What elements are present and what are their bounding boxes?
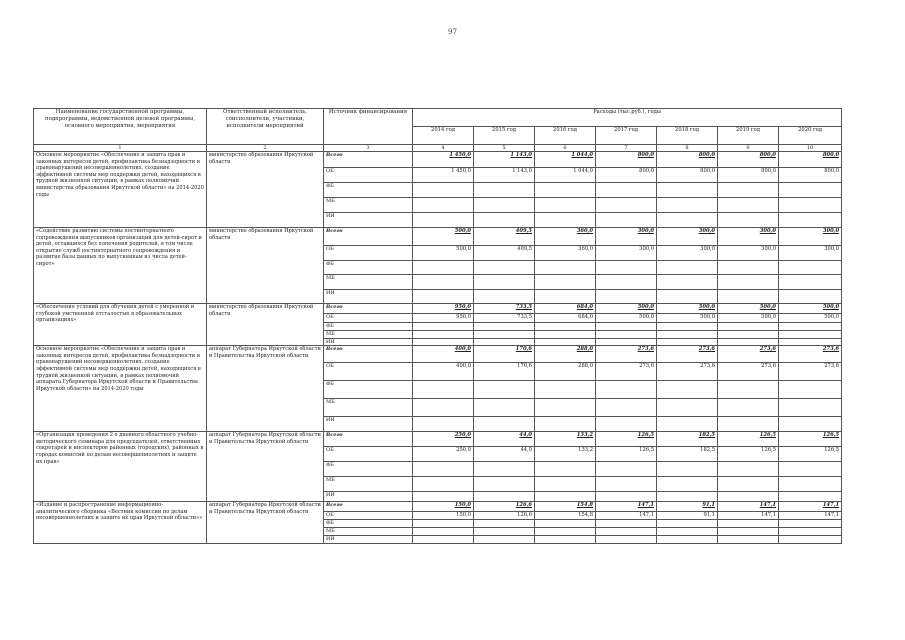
header-year: 2020 год <box>779 127 842 145</box>
expense-value <box>535 275 596 290</box>
funding-source: МБ <box>324 275 413 290</box>
expense-value <box>535 381 596 399</box>
expense-value <box>779 520 842 528</box>
column-number: 3 <box>324 145 413 152</box>
expense-value <box>657 399 718 417</box>
measure-name: Основное мероприятие «Обеспечение и защита прав и законных интересов детей, профилактика безнадзорности и правонарушений несовершеннолетних, создание эффективной системы мер поддержки детей, находящихся в трудной жизненной ситуации, в рамках полномочий аппарата Губернатора Иркутской области и Правительства Иркутской области» на 2014-2020 годы <box>34 346 207 432</box>
funding-source: ИИ <box>324 417 413 432</box>
expense-value: 44,0 <box>474 447 535 462</box>
responsible-executor: министерство образования Иркутской области <box>207 304 324 346</box>
expense-value: 126,5 <box>718 447 779 462</box>
expense-value <box>718 198 779 213</box>
responsible-executor: министерство образования Иркутской области <box>207 152 324 228</box>
funding-source: ФБ <box>324 520 413 528</box>
expense-value <box>474 213 535 228</box>
expense-value <box>657 339 718 346</box>
measure-name: «Издание и распространение информационно-аналитического сборника «Вестник комиссии по делам несовершеннолетних и защите их прав Иркутской области»» <box>34 502 207 544</box>
expense-value <box>779 462 842 477</box>
responsible-executor: аппарат Губернатора Иркутской области и Правительства Иркутской области <box>207 432 324 502</box>
expense-value <box>779 331 842 339</box>
expense-value <box>413 213 474 228</box>
expense-value <box>657 528 718 536</box>
expense-value: 44,0 <box>474 432 535 447</box>
expense-value: 300,0 <box>718 246 779 261</box>
expense-value: 733,5 <box>474 304 535 314</box>
expense-value <box>718 417 779 432</box>
expense-value <box>657 381 718 399</box>
expense-value: 500,0 <box>779 304 842 314</box>
expense-value <box>596 290 657 304</box>
table-row <box>34 304 842 314</box>
expense-value <box>596 417 657 432</box>
column-number: 4 <box>413 145 474 152</box>
measure-name: «Содействие развитию системы постинтернатного сопровождения выпускников организаций для детей-сирот и детей, оставшихся без попечения родителей, в том числе открытие служб постинтернатного сопровождения и развитие базы данных по выпускникам из числа детей-сирот» <box>34 228 207 304</box>
expense-value: 500,0 <box>657 314 718 323</box>
expense-value <box>474 331 535 339</box>
funding-source: ИИ <box>324 536 413 544</box>
expense-value <box>657 183 718 198</box>
expense-value <box>535 520 596 528</box>
expense-value <box>779 399 842 417</box>
expense-value: 288,0 <box>535 363 596 381</box>
expense-value: 126,5 <box>596 432 657 447</box>
funding-source: Всего <box>324 304 413 314</box>
funding-source: ФБ <box>324 381 413 399</box>
expense-value <box>535 462 596 477</box>
table-row <box>34 228 842 246</box>
expense-value <box>535 183 596 198</box>
funding-source: ОБ <box>324 168 413 183</box>
expense-value <box>718 462 779 477</box>
expense-value <box>779 198 842 213</box>
expense-value: 300,0 <box>779 228 842 246</box>
expense-value: 800,0 <box>718 152 779 168</box>
expense-value: 684,0 <box>535 304 596 314</box>
expense-value <box>413 261 474 275</box>
funding-source: ФБ <box>324 462 413 477</box>
expense-value <box>779 417 842 432</box>
expense-value: 1 143,0 <box>474 152 535 168</box>
expense-value <box>535 261 596 275</box>
expense-value <box>657 290 718 304</box>
funding-source: МБ <box>324 528 413 536</box>
funding-source: Всего <box>324 502 413 512</box>
expense-value <box>718 381 779 399</box>
expense-value: 400,0 <box>413 363 474 381</box>
expense-value <box>413 381 474 399</box>
table-body <box>34 152 842 544</box>
expense-value <box>413 331 474 339</box>
header-year: 2015 год <box>474 127 535 145</box>
expense-value: 273,6 <box>718 346 779 363</box>
expense-value <box>596 213 657 228</box>
table-row <box>34 152 842 168</box>
expense-value: 500,0 <box>596 304 657 314</box>
expense-value <box>596 275 657 290</box>
expense-value: 950,0 <box>413 314 474 323</box>
expense-value <box>657 275 718 290</box>
expense-value <box>413 477 474 492</box>
funding-source: Всего <box>324 346 413 363</box>
expense-value <box>596 261 657 275</box>
expense-value <box>413 275 474 290</box>
expense-value: 500,0 <box>413 246 474 261</box>
expense-value <box>474 323 535 331</box>
expense-value: 150,0 <box>413 502 474 512</box>
expense-value <box>413 198 474 213</box>
expense-value <box>535 213 596 228</box>
funding-source: ОБ <box>324 363 413 381</box>
expense-value <box>535 536 596 544</box>
expense-value: 170,6 <box>474 363 535 381</box>
expense-value <box>596 339 657 346</box>
expense-value: 500,0 <box>718 304 779 314</box>
expense-value: 800,0 <box>596 168 657 183</box>
column-number: 1 <box>34 145 207 152</box>
funding-source: МБ <box>324 399 413 417</box>
expense-value <box>474 528 535 536</box>
header-year: 2016 год <box>535 127 596 145</box>
expense-value: 500,0 <box>779 314 842 323</box>
expense-value <box>474 183 535 198</box>
expense-value <box>596 198 657 213</box>
expense-value <box>718 528 779 536</box>
expense-value <box>718 399 779 417</box>
expense-value <box>596 536 657 544</box>
funding-source: ОБ <box>324 447 413 462</box>
expense-value <box>779 275 842 290</box>
expense-value <box>779 381 842 399</box>
funding-source: ОБ <box>324 246 413 261</box>
expense-value: 1 143,0 <box>474 168 535 183</box>
expense-value <box>596 492 657 502</box>
expense-value <box>779 323 842 331</box>
expense-value <box>413 528 474 536</box>
expense-value <box>413 290 474 304</box>
funding-source: ОБ <box>324 314 413 323</box>
funding-source: ФБ <box>324 183 413 198</box>
expense-value: 273,6 <box>718 363 779 381</box>
funding-source: ИИ <box>324 290 413 304</box>
expense-value: 126,5 <box>718 432 779 447</box>
expense-value: 150,0 <box>413 512 474 520</box>
funding-source: ИИ <box>324 492 413 502</box>
expense-value <box>718 339 779 346</box>
expense-value: 800,0 <box>596 152 657 168</box>
expense-value <box>413 462 474 477</box>
expense-value: 126,5 <box>596 447 657 462</box>
expense-value <box>535 417 596 432</box>
expense-value <box>474 261 535 275</box>
expense-value <box>535 492 596 502</box>
expense-value: 500,0 <box>596 314 657 323</box>
expense-value: 273,6 <box>657 346 718 363</box>
expense-value: 273,6 <box>596 346 657 363</box>
responsible-executor: министерство образования Иркутской области <box>207 228 324 304</box>
expense-value <box>657 417 718 432</box>
expense-value <box>596 399 657 417</box>
expense-value <box>718 213 779 228</box>
expense-value <box>413 536 474 544</box>
expense-value: 147,1 <box>718 502 779 512</box>
column-number: 5 <box>474 145 535 152</box>
expense-value <box>718 492 779 502</box>
expense-value: 300,0 <box>596 228 657 246</box>
expense-value <box>657 198 718 213</box>
funding-source: ИИ <box>324 339 413 346</box>
expense-value: 147,1 <box>779 512 842 520</box>
expense-value: 126,6 <box>474 512 535 520</box>
expense-value <box>779 213 842 228</box>
expense-value <box>474 462 535 477</box>
expense-value <box>535 399 596 417</box>
expense-value: 360,0 <box>535 246 596 261</box>
column-number: 8 <box>657 145 718 152</box>
expense-value <box>657 331 718 339</box>
expense-value: 133,2 <box>535 432 596 447</box>
expense-value <box>657 213 718 228</box>
expense-value: 91,1 <box>657 512 718 520</box>
expense-value <box>779 477 842 492</box>
expense-value <box>535 331 596 339</box>
expense-value: 950,0 <box>413 304 474 314</box>
expense-value: 300,0 <box>657 246 718 261</box>
expense-value <box>413 339 474 346</box>
expense-value: 800,0 <box>657 152 718 168</box>
funding-source: ОБ <box>324 512 413 520</box>
expense-value: 250,0 <box>413 432 474 447</box>
expense-value <box>718 261 779 275</box>
expense-value: 133,2 <box>535 447 596 462</box>
expense-value: 300,0 <box>596 246 657 261</box>
column-number: 9 <box>718 145 779 152</box>
page-number: 97 <box>448 28 457 36</box>
expense-value: 147,1 <box>596 502 657 512</box>
column-number: 7 <box>596 145 657 152</box>
expense-value <box>413 323 474 331</box>
expense-value <box>779 536 842 544</box>
expense-value <box>596 331 657 339</box>
column-number-row <box>34 145 842 152</box>
funding-source: Всего <box>324 152 413 168</box>
expense-value <box>779 290 842 304</box>
table-row <box>34 432 842 447</box>
header-year: 2018 год <box>657 127 718 145</box>
header-year: 2014 год <box>413 127 474 145</box>
expense-value <box>718 477 779 492</box>
expense-value: 273,6 <box>657 363 718 381</box>
expense-value <box>413 183 474 198</box>
funding-source: Всего <box>324 228 413 246</box>
header-source: Источник финансирования <box>324 109 413 145</box>
column-number: 10 <box>779 145 842 152</box>
expense-value <box>779 183 842 198</box>
expense-value: 1 044,0 <box>535 168 596 183</box>
header-year: 2017 год <box>596 127 657 145</box>
header-expenses: Расходы (тыс.руб.), годы <box>413 109 842 127</box>
expense-value: 800,0 <box>779 168 842 183</box>
funding-source: МБ <box>324 331 413 339</box>
expense-value <box>474 198 535 213</box>
header-name: Наименование государственной программы, подпрограммы, ведомственной целевой программы, основного мероприятия, мероприятия <box>34 109 207 145</box>
expense-value <box>474 275 535 290</box>
expense-value <box>718 520 779 528</box>
expense-value: 91,1 <box>657 502 718 512</box>
measure-name: Основное мероприятие «Обеспечение и защита прав и законных интересов детей, профилактика безнадзорности и правонарушений несовершеннолетних, создание эффективной системы мер поддержки детей, находящихся в трудной жизненной ситуации, в рамках полномочий министерства образования Иркутской области» на 2014-2020 годы <box>34 152 207 228</box>
expense-value <box>413 417 474 432</box>
header-year: 2019 год <box>718 127 779 145</box>
funding-source: ИИ <box>324 213 413 228</box>
expense-value: 300,0 <box>718 228 779 246</box>
measure-name: «Организация проведения 2-х дневного областного учебно-методического семинара для председателей, ответственных секретарей и инспекторов районных (городских), районных в городах комиссий по делам несовершеннолетних и защите их прав» <box>34 432 207 502</box>
expense-value: 126,5 <box>779 432 842 447</box>
expense-value <box>596 477 657 492</box>
expense-value <box>596 323 657 331</box>
expense-value <box>596 381 657 399</box>
expense-value <box>779 492 842 502</box>
expense-value <box>535 477 596 492</box>
expense-value <box>718 331 779 339</box>
expense-value: 273,6 <box>779 346 842 363</box>
expense-value <box>535 323 596 331</box>
expense-value <box>474 492 535 502</box>
expense-value <box>718 323 779 331</box>
expense-value: 360,0 <box>535 228 596 246</box>
expense-value <box>535 528 596 536</box>
expense-value <box>657 323 718 331</box>
funding-source: ФБ <box>324 261 413 275</box>
expense-value <box>413 492 474 502</box>
expense-value <box>535 339 596 346</box>
expense-value <box>596 520 657 528</box>
expense-value: 684,0 <box>535 314 596 323</box>
expense-value: 800,0 <box>779 152 842 168</box>
funding-source: ФБ <box>324 323 413 331</box>
expense-value: 733,5 <box>474 314 535 323</box>
expense-value: 147,1 <box>718 512 779 520</box>
expense-value <box>779 339 842 346</box>
expense-value: 154,8 <box>535 502 596 512</box>
expense-value <box>657 536 718 544</box>
measure-name: «Обеспечение условий для обучения детей с умеренной и глубокой умственной отсталостью в образовательных организациях» <box>34 304 207 346</box>
expense-value <box>779 261 842 275</box>
expense-value: 1 044,0 <box>535 152 596 168</box>
expense-value: 300,0 <box>657 228 718 246</box>
expense-value: 300,0 <box>779 246 842 261</box>
expense-value: 273,6 <box>596 363 657 381</box>
expense-value: 1 450,0 <box>413 152 474 168</box>
expense-value: 1 450,0 <box>413 168 474 183</box>
expense-value: 500,0 <box>718 314 779 323</box>
funding-source: МБ <box>324 477 413 492</box>
column-number: 2 <box>207 145 324 152</box>
expense-value <box>718 275 779 290</box>
expense-value <box>474 417 535 432</box>
expense-value: 126,5 <box>779 447 842 462</box>
expense-value: 126,6 <box>474 502 535 512</box>
expense-value <box>474 520 535 528</box>
expense-value: 400,0 <box>413 346 474 363</box>
expense-value <box>413 399 474 417</box>
expense-value <box>718 183 779 198</box>
expense-value <box>718 290 779 304</box>
responsible-executor: аппарат Губернатора Иркутской области и Правительства Иркутской области <box>207 346 324 432</box>
expense-value <box>474 536 535 544</box>
header-executor: Ответственный исполнитель, соисполнители, участники, исполнители мероприятий <box>207 109 324 145</box>
responsible-executor: аппарат Губернатора Иркутской области и Правительства Иркутской области <box>207 502 324 544</box>
budget-table <box>33 108 842 544</box>
expense-value: 500,0 <box>657 304 718 314</box>
expense-value <box>718 536 779 544</box>
expense-value <box>474 339 535 346</box>
funding-source: Всего <box>324 432 413 447</box>
expense-value: 182,5 <box>657 432 718 447</box>
column-number: 6 <box>535 145 596 152</box>
funding-source: МБ <box>324 198 413 213</box>
expense-value: 273,6 <box>779 363 842 381</box>
expense-value: 170,6 <box>474 346 535 363</box>
expense-value: 800,0 <box>657 168 718 183</box>
expense-value <box>657 462 718 477</box>
expense-value: 250,0 <box>413 447 474 462</box>
expense-value: 147,1 <box>779 502 842 512</box>
expense-value: 288,0 <box>535 346 596 363</box>
table-row <box>34 502 842 512</box>
expense-value <box>474 381 535 399</box>
expense-value: 154,8 <box>535 512 596 520</box>
expense-value: 800,0 <box>718 168 779 183</box>
expense-value <box>535 198 596 213</box>
expense-value <box>657 261 718 275</box>
expense-value: 500,0 <box>413 228 474 246</box>
expense-value <box>413 520 474 528</box>
expense-value <box>657 477 718 492</box>
expense-value <box>596 462 657 477</box>
expense-value <box>779 528 842 536</box>
expense-value <box>657 520 718 528</box>
expense-value: 182,5 <box>657 447 718 462</box>
expense-value: 147,1 <box>596 512 657 520</box>
expense-value <box>474 477 535 492</box>
expense-value <box>474 290 535 304</box>
expense-value <box>535 290 596 304</box>
expense-value: 409,5 <box>474 228 535 246</box>
expense-value <box>657 492 718 502</box>
table-row <box>34 346 842 363</box>
expense-value <box>596 528 657 536</box>
expense-value <box>474 399 535 417</box>
expense-value: 409,5 <box>474 246 535 261</box>
expense-value <box>596 183 657 198</box>
